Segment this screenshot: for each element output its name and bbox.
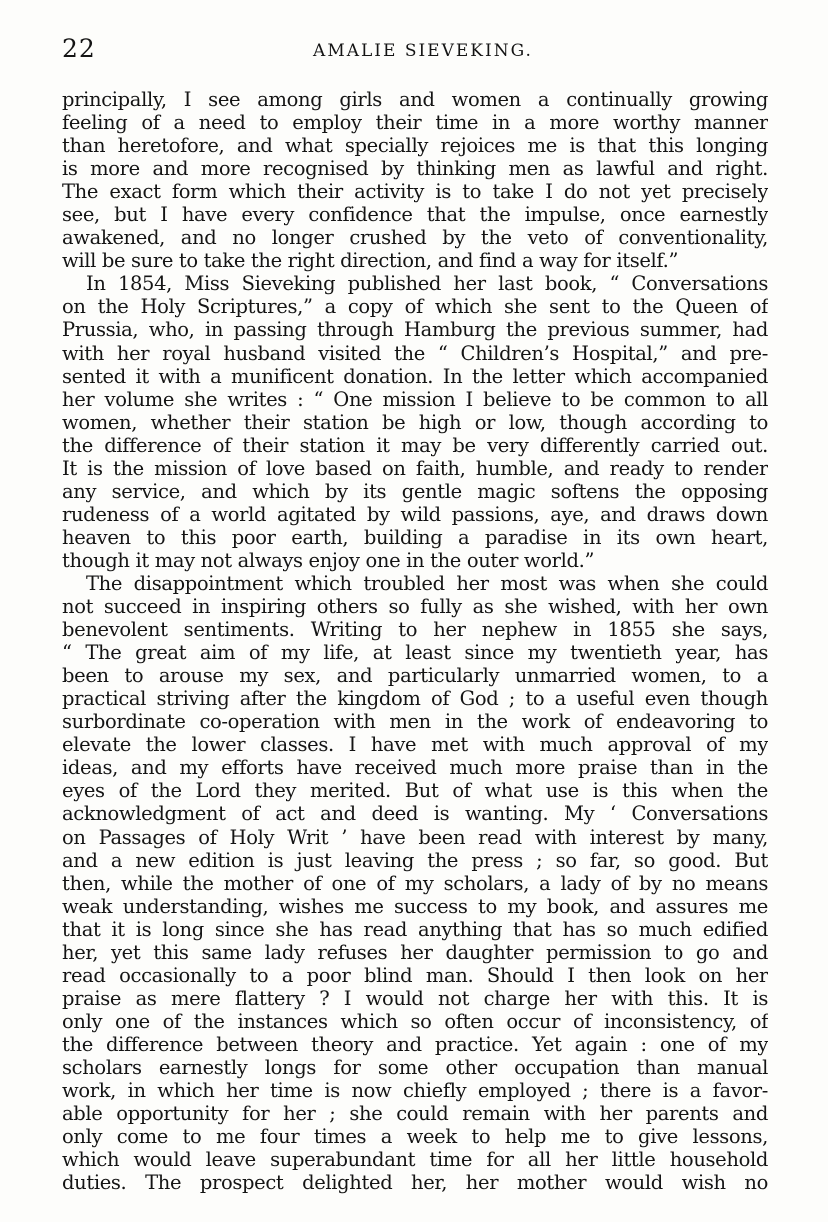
text-line: surbordinate co-operation with men in the work of endeavoring to — [62, 710, 768, 734]
text-line: weak understanding, wishes me success to my book, and assures me — [62, 894, 768, 918]
text-line: feeling of a need to employ their time in a more worthy manner — [62, 111, 768, 135]
text-line: “ The great aim of my life, at least since my twentieth year, has — [62, 641, 768, 665]
text-line: her, yet this same lady refuses her daughter permission to go and — [62, 940, 768, 964]
text-line: and a new edition is just leaving the press ; so far, so good. But — [62, 848, 768, 872]
text-line: been to arouse my sex, and particularly unmarried women, to a — [62, 664, 768, 688]
text-line: that it is long since she has read anything that has so much edified — [62, 917, 768, 941]
text-line: only one of the instances which so often occur of inconsistency, of — [62, 1009, 768, 1033]
text-line: women, whether their station be high or low, though according to — [62, 410, 768, 434]
text-line: read occasionally to a poor blind man. Should I then look on her — [62, 963, 768, 987]
text-line: eyes of the Lord they merited. But of what use is this when the — [62, 779, 768, 803]
text-line: awakened, and no longer crushed by the veto of conventionality, — [62, 226, 768, 250]
text-line: elevate the lower classes. I have met with much approval of my — [62, 733, 768, 757]
running-head — [62, 34, 768, 68]
text-line: scholars earnestly longs for some other occupation than manual — [62, 1055, 768, 1079]
text-line: ideas, and my efforts have received much more praise than in the — [62, 756, 768, 780]
text-line: In 1854, Miss Sieveking published her last book, “ Conversations — [86, 272, 768, 296]
text-line: then, while the mother of one of my scholars, a lady of by no means — [62, 871, 768, 895]
text-line: duties. The prospect delighted her, her mother would wish no — [62, 1171, 768, 1195]
text-line: the difference of their station it may be very differently carried out. — [62, 433, 768, 457]
body-text — [62, 88, 768, 1194]
text-line: praise as mere flattery ? I would not charge her with this. It is — [62, 986, 768, 1010]
text-line: principally, I see among girls and women a continually growing — [62, 88, 768, 111]
text-line: though it may not always enjoy one in the outer world.” — [62, 548, 595, 572]
page-number: 22 — [62, 34, 96, 63]
text-line: Prussia, who, in passing through Hamburg the previous summer, had — [62, 318, 768, 342]
text-line: is more and more recognised by thinking men as lawful and right. — [62, 157, 768, 181]
text-line: work, in which her time is now chiefly employed ; there is a favor- — [62, 1079, 768, 1103]
text-line: The exact form which their activity is to take I do not yet precisely — [62, 180, 768, 204]
text-line: with her royal husband visited the “ Children’s Hospital,” and pre- — [62, 341, 768, 365]
text-line: heaven to this poor earth, building a paradise in its own heart, — [62, 525, 768, 549]
text-line: only come to me four times a week to help me to give lessons, — [62, 1125, 768, 1149]
text-line: her volume she writes : “ One mission I believe to be common to all — [62, 387, 768, 411]
text-line: the difference between theory and practice. Yet again : one of my — [62, 1032, 768, 1056]
text-line: The disappointment which troubled her most was when she could — [86, 571, 768, 595]
text-line: than heretofore, and what specially rejoices me is that this longing — [62, 134, 768, 158]
running-title: AMALIE SIEVEKING. — [313, 41, 533, 61]
text-line: not succeed in inspiring others so fully as she wished, with her own — [62, 595, 768, 619]
text-line: It is the mission of love based on faith, humble, and ready to render — [62, 456, 768, 480]
text-line: any service, and which by its gentle magic softens the opposing — [62, 479, 768, 503]
text-line: rudeness of a world agitated by wild passions, aye, and draws down — [62, 502, 768, 526]
text-line: able opportunity for her ; she could remain with her parents and — [62, 1102, 768, 1126]
text-line: will be sure to take the right direction, and find a way for itself.” — [62, 249, 679, 273]
text-line: acknowledgment of act and deed is wanting. My ‘ Conversations — [62, 802, 768, 826]
text-line: on Passages of Holy Writ ’ have been read with interest by many, — [62, 825, 768, 849]
text-line: practical striving after the kingdom of God ; to a useful even though — [62, 687, 768, 711]
text-line: benevolent sentiments. Writing to her nephew in 1855 she says, — [62, 618, 768, 642]
text-line: sented it with a munificent donation. In the letter which accompanied — [62, 364, 768, 388]
text-line: on the Holy Scriptures,” a copy of which she sent to the Queen of — [62, 295, 768, 319]
text-line: which would leave superabundant time for all her little household — [62, 1148, 768, 1172]
text-line: see, but I have every confidence that the impulse, once earnestly — [62, 203, 768, 227]
